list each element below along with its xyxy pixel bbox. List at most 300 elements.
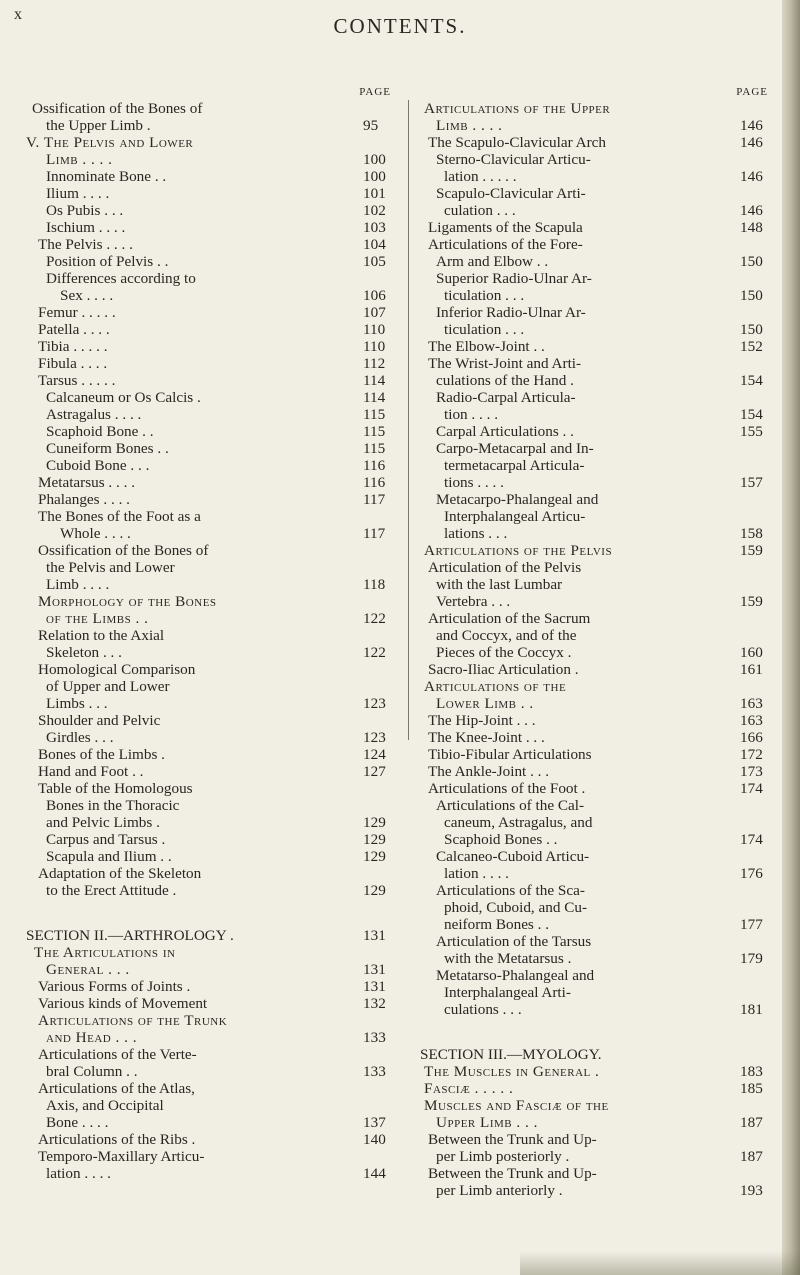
toc-entry-title: Articulations of the Upper	[424, 100, 611, 117]
toc-entry-title: Radio-Carpal Articula-	[436, 389, 576, 406]
toc-entry	[420, 882, 776, 899]
toc-entry	[26, 1114, 399, 1131]
page-number-mark: x	[14, 6, 22, 23]
toc-entry-page: 187	[740, 1114, 763, 1131]
page-column-label: PAGE	[359, 86, 391, 98]
toc-entry-page: 116	[363, 474, 386, 491]
toc-entry	[420, 491, 776, 508]
toc-entry-page: 115	[363, 440, 386, 457]
toc-entry-title: Sterno-Clavicular Articu-	[436, 151, 591, 168]
toc-entry-title: Inferior Radio-Ulnar Ar-	[436, 304, 586, 321]
toc-entry	[26, 661, 399, 678]
toc-entry-page: 185	[740, 1080, 763, 1097]
toc-entry	[420, 1131, 776, 1148]
toc-entry-title: Hand and Foot . .	[38, 763, 144, 780]
toc-entry-title: Fibula . . . .	[38, 355, 108, 372]
toc-entry	[26, 1012, 399, 1029]
toc-entry	[420, 661, 776, 678]
toc-entry-title: Limbs . . .	[46, 695, 108, 712]
toc-entry	[26, 763, 399, 780]
toc-entry-page: 115	[363, 406, 386, 423]
toc-entry-title: The Wrist-Joint and Arti-	[428, 355, 582, 372]
toc-entry	[26, 1080, 399, 1097]
toc-entry-title: Tarsus . . . . .	[38, 372, 116, 389]
toc-entry-title: Morphology of the Bones	[38, 593, 217, 610]
toc-entry-title: The Articulations in	[34, 944, 176, 961]
toc-entry	[420, 780, 776, 797]
toc-entry-page: 137	[363, 1114, 386, 1131]
toc-entry	[420, 304, 776, 321]
toc-entry	[420, 151, 776, 168]
toc-entry-title: Tibio-Fibular Articulations	[428, 746, 592, 763]
toc-entry-title: Skeleton . . .	[46, 644, 122, 661]
toc-entry	[26, 525, 399, 542]
toc-entry-page: 124	[363, 746, 386, 763]
toc-entry-page: 146	[740, 202, 763, 219]
toc-entry	[420, 423, 776, 440]
toc-entry-page: 117	[363, 491, 386, 508]
toc-entry	[420, 984, 776, 1001]
toc-entry-title: Whole . . . .	[60, 525, 131, 542]
toc-entry-title: Ossification of the Bones of	[38, 542, 209, 559]
toc-entry	[26, 712, 399, 729]
toc-entry-title: Limb . . . .	[46, 576, 110, 593]
toc-entry-page: 123	[363, 695, 386, 712]
toc-entry-title: the Upper Limb .	[46, 117, 151, 134]
toc-entry	[26, 253, 399, 270]
toc-entry-title: Metatarsus . . . .	[38, 474, 136, 491]
toc-entry-page: 95	[363, 117, 379, 134]
toc-entry	[420, 1097, 776, 1114]
toc-entry-title: Girdles . . .	[46, 729, 114, 746]
toc-entry-page: 129	[363, 814, 386, 831]
toc-entry-page: 122	[363, 610, 386, 627]
page-edge	[782, 0, 800, 1275]
right-entries	[420, 100, 776, 1199]
toc-entry	[420, 270, 776, 287]
toc-entry-page: 155	[740, 423, 763, 440]
toc-entry-title: Calcaneo-Cuboid Articu-	[436, 848, 590, 865]
toc-entry-title: The Pelvis . . . .	[38, 236, 133, 253]
toc-entry-title: Articulations of the Trunk	[38, 1012, 228, 1029]
toc-entry-title: Articulations of the Sca-	[436, 882, 585, 899]
toc-entry	[420, 474, 776, 491]
toc-entry	[420, 440, 776, 457]
toc-entry-title: culations of the Hand .	[436, 372, 574, 389]
toc-entry	[26, 508, 399, 525]
toc-entry-page: 105	[363, 253, 386, 270]
toc-entry	[420, 406, 776, 423]
toc-entry-title: The Ankle-Joint . . .	[428, 763, 550, 780]
toc-entry	[26, 1097, 399, 1114]
toc-entry-title: and Pelvic Limbs .	[46, 814, 160, 831]
toc-entry-page: 158	[740, 525, 763, 542]
toc-entry-page: 179	[740, 950, 763, 967]
toc-entry-page: 129	[363, 831, 386, 848]
toc-entry-title: Sacro-Iliac Articulation .	[428, 661, 579, 678]
toc-entry-title: Limb . . . .	[46, 151, 113, 168]
right-column	[420, 86, 776, 1199]
toc-entry-title: ticulation . . .	[444, 321, 525, 338]
toc-entry-title: Articulations of the Foot .	[428, 780, 586, 797]
toc-entry	[26, 100, 399, 117]
toc-entry	[26, 944, 399, 961]
toc-entry-page: 157	[740, 474, 763, 491]
toc-entry	[26, 927, 399, 944]
toc-entry	[26, 865, 399, 882]
toc-entry-page: 152	[740, 338, 763, 355]
toc-entry	[26, 1165, 399, 1182]
toc-entry-title: termetacarpal Articula-	[444, 457, 585, 474]
toc-entry	[26, 644, 399, 661]
toc-entry-page: 166	[740, 729, 763, 746]
toc-entry-page: 127	[363, 763, 386, 780]
toc-entry-title: Scaphoid Bones . .	[444, 831, 558, 848]
toc-entry	[26, 338, 399, 355]
page-shadow	[520, 1251, 800, 1275]
toc-entry	[420, 1182, 776, 1199]
toc-entry	[26, 961, 399, 978]
toc-entry	[420, 389, 776, 406]
toc-entry-title: The Scapulo-Clavicular Arch	[428, 134, 606, 151]
toc-entry-title: caneum, Astragalus, and	[444, 814, 593, 831]
toc-entry-page: 177	[740, 916, 763, 933]
toc-entry-title: Ligaments of the Scapula	[428, 219, 583, 236]
toc-entry-page: 101	[363, 185, 386, 202]
toc-entry	[26, 406, 399, 423]
toc-entry	[420, 1165, 776, 1182]
toc-entry-title: Limb . . . .	[436, 117, 503, 134]
toc-entry-page: 115	[363, 423, 386, 440]
toc-entry-page: 154	[740, 406, 763, 423]
toc-entry	[420, 100, 776, 117]
toc-entry-page: 129	[363, 848, 386, 865]
toc-entry-title: The Elbow-Joint . .	[428, 338, 545, 355]
toc-entry	[26, 202, 399, 219]
toc-entry-title: neiform Bones . .	[444, 916, 550, 933]
toc-entry-page: 159	[740, 542, 763, 559]
toc-entry-title: tions . . . .	[444, 474, 504, 491]
toc-entry	[420, 185, 776, 202]
toc-entry	[26, 729, 399, 746]
toc-entry-title: Articulation of the Sacrum	[428, 610, 591, 627]
toc-entry	[420, 1114, 776, 1131]
toc-entry-title: Cuboid Bone . . .	[46, 457, 150, 474]
left-column	[26, 86, 399, 1182]
toc-entry-title: phoid, Cuboid, and Cu-	[444, 899, 588, 916]
toc-entry	[420, 848, 776, 865]
toc-entry	[26, 780, 399, 797]
toc-entry	[420, 950, 776, 967]
toc-entry-title: Bones of the Limbs .	[38, 746, 165, 763]
toc-entry	[26, 542, 399, 559]
toc-entry-title: Calcaneum or Os Calcis .	[46, 389, 201, 406]
toc-entry-page: 161	[740, 661, 763, 678]
toc-entry-page: 146	[740, 134, 763, 151]
toc-entry	[26, 1063, 399, 1080]
toc-entry-title: SECTION II.—ARTHROLOGY .	[26, 927, 234, 944]
toc-entry	[26, 610, 399, 627]
toc-entry	[420, 236, 776, 253]
toc-entry-page: 103	[363, 219, 386, 236]
toc-entry	[26, 695, 399, 712]
toc-entry-title: Bone . . . .	[46, 1114, 109, 1131]
toc-entry	[420, 117, 776, 134]
toc-entry-title: lations . . .	[444, 525, 508, 542]
toc-entry-title: tion . . . .	[444, 406, 499, 423]
toc-entry-title: Lower Limb . .	[436, 695, 534, 712]
toc-entry-page: 159	[740, 593, 763, 610]
toc-entry	[420, 321, 776, 338]
toc-entry-title: Tibia . . . . .	[38, 338, 108, 355]
toc-entry-title: Ossification of the Bones of	[32, 100, 203, 117]
toc-entry	[420, 576, 776, 593]
toc-entry-title: and Coccyx, and of the	[436, 627, 577, 644]
toc-entry	[26, 1148, 399, 1165]
toc-entry-page: 132	[363, 995, 386, 1012]
toc-entry-page: 117	[363, 525, 386, 542]
toc-entry-title: Interphalangeal Arti-	[444, 984, 571, 1001]
toc-entry	[26, 746, 399, 763]
toc-entry-title: Femur . . . . .	[38, 304, 116, 321]
toc-entry-title: The Muscles in General .	[424, 1063, 600, 1080]
toc-entry-page: 146	[740, 117, 763, 134]
toc-entry-title: Ischium . . . .	[46, 219, 126, 236]
toc-entry-page: 110	[363, 321, 386, 338]
toc-entry-title: lation . . . .	[46, 1165, 111, 1182]
toc-entry	[420, 967, 776, 984]
toc-entry-title: Astragalus . . . .	[46, 406, 142, 423]
toc-entry	[26, 797, 399, 814]
toc-entry-title: Articulation of the Tarsus	[436, 933, 592, 950]
toc-entry	[26, 627, 399, 644]
toc-entry-title: Sex . . . .	[60, 287, 114, 304]
toc-entry-title: Articulations of the Verte-	[38, 1046, 197, 1063]
toc-entry-title: Arm and Elbow . .	[436, 253, 549, 270]
toc-entry-title: The Knee-Joint . . .	[428, 729, 545, 746]
toc-entry	[420, 168, 776, 185]
toc-entry	[26, 576, 399, 593]
toc-entry	[420, 134, 776, 151]
toc-entry-page: 118	[363, 576, 386, 593]
toc-entry-title: Between the Trunk and Up-	[428, 1165, 597, 1182]
toc-entry-title: with the Metatarsus .	[444, 950, 572, 967]
toc-entry	[26, 219, 399, 236]
toc-entry	[26, 814, 399, 831]
toc-entry-title: Phalanges . . . .	[38, 491, 130, 508]
toc-entry	[26, 559, 399, 576]
toc-entry	[420, 338, 776, 355]
toc-entry-page: 131	[363, 927, 386, 944]
toc-entry	[420, 916, 776, 933]
toc-entry	[420, 678, 776, 695]
toc-entry	[420, 695, 776, 712]
toc-entry-title: lation . . . . .	[444, 168, 517, 185]
toc-entry-title: lation . . . .	[444, 865, 509, 882]
toc-entry-page: 133	[363, 1063, 386, 1080]
toc-entry	[26, 678, 399, 695]
toc-entry-page: 176	[740, 865, 763, 882]
toc-entry-title: culations . . .	[444, 1001, 522, 1018]
toc-entry-page: 154	[740, 372, 763, 389]
section-gap	[420, 1018, 776, 1046]
toc-entry-page: 114	[363, 372, 386, 389]
toc-entry	[26, 355, 399, 372]
toc-entry	[420, 610, 776, 627]
toc-entry	[420, 355, 776, 372]
toc-entry-title: Articulations of the Pelvis	[424, 542, 613, 559]
toc-entry-title: General . . .	[46, 961, 130, 978]
toc-entry-title: per Limb anteriorly .	[436, 1182, 563, 1199]
toc-entry-page: 173	[740, 763, 763, 780]
toc-entry-page: 123	[363, 729, 386, 746]
toc-entry	[26, 457, 399, 474]
toc-entry-title: Articulation of the Pelvis	[428, 559, 582, 576]
toc-entry	[420, 899, 776, 916]
toc-entry	[420, 593, 776, 610]
toc-entry	[26, 304, 399, 321]
toc-entry-title: Fasciæ . . . . .	[424, 1080, 514, 1097]
toc-entry	[420, 712, 776, 729]
toc-entry	[420, 1148, 776, 1165]
toc-entry-title: of Upper and Lower	[46, 678, 170, 695]
toc-entry-title: Relation to the Axial	[38, 627, 165, 644]
toc-entry	[26, 848, 399, 865]
toc-entry-title: Axis, and Occipital	[46, 1097, 164, 1114]
toc-entry-title: Homological Comparison	[38, 661, 196, 678]
running-head: CONTENTS.	[333, 14, 467, 38]
toc-entry-title: Table of the Homologous	[38, 780, 193, 797]
toc-entry	[26, 1029, 399, 1046]
toc-entry-page: 172	[740, 746, 763, 763]
toc-entry	[420, 542, 776, 559]
toc-entry-page: 116	[363, 457, 386, 474]
toc-entry-page: 160	[740, 644, 763, 661]
toc-entry-title: per Limb posteriorly .	[436, 1148, 570, 1165]
toc-entry	[420, 219, 776, 236]
toc-entry	[420, 1046, 776, 1063]
toc-entry-title: SECTION III.—MYOLOGY.	[420, 1046, 602, 1063]
toc-entry-title: Metacarpo-Phalangeal and	[436, 491, 599, 508]
toc-entry-page: 146	[740, 168, 763, 185]
toc-entry	[26, 831, 399, 848]
toc-entry-title: Carpo-Metacarpal and In-	[436, 440, 594, 457]
toc-entry-page: 102	[363, 202, 386, 219]
toc-entry-title: Os Pubis . . .	[46, 202, 124, 219]
toc-entry	[420, 814, 776, 831]
toc-entry	[420, 831, 776, 848]
toc-entry-page: 107	[363, 304, 386, 321]
column-divider	[408, 100, 409, 740]
toc-entry-title: the Pelvis and Lower	[46, 559, 175, 576]
toc-entry-title: Between the Trunk and Up-	[428, 1131, 597, 1148]
toc-entry	[26, 995, 399, 1012]
toc-entry	[420, 559, 776, 576]
toc-entry-title: Muscles and Fasciæ of the	[424, 1097, 609, 1114]
toc-entry-title: bral Column . .	[46, 1063, 138, 1080]
toc-entry	[420, 933, 776, 950]
toc-entry	[420, 1001, 776, 1018]
toc-entry	[420, 865, 776, 882]
toc-entry-title: Innominate Bone . .	[46, 168, 167, 185]
toc-entry	[420, 202, 776, 219]
toc-entry-page: 122	[363, 644, 386, 661]
toc-entry	[26, 168, 399, 185]
toc-entry	[420, 525, 776, 542]
toc-entry-page: 131	[363, 978, 386, 995]
toc-entry-title: Articulations of the Ribs .	[38, 1131, 196, 1148]
toc-entry-title: with the last Lumbar	[436, 576, 563, 593]
toc-entry	[26, 474, 399, 491]
toc-entry	[26, 287, 399, 304]
left-entries	[26, 100, 399, 1182]
toc-entry-title: culation . . .	[444, 202, 516, 219]
toc-entry	[26, 1131, 399, 1148]
toc-entry-title: Upper Limb . . .	[436, 1114, 538, 1131]
toc-entry	[420, 508, 776, 525]
toc-entry	[420, 1063, 776, 1080]
toc-entry-page: 174	[740, 831, 763, 848]
toc-entry-page: 131	[363, 961, 386, 978]
toc-entry-page: 133	[363, 1029, 386, 1046]
toc-entry-page: 148	[740, 219, 763, 236]
toc-entry	[26, 423, 399, 440]
toc-entry	[26, 389, 399, 406]
toc-entry-page: 193	[740, 1182, 763, 1199]
toc-entry	[420, 627, 776, 644]
toc-entry	[26, 236, 399, 253]
toc-entry-title: Superior Radio-Ulnar Ar-	[436, 270, 592, 287]
toc-entry-title: Ilium . . . .	[46, 185, 110, 202]
toc-entry-page: 104	[363, 236, 386, 253]
toc-entry	[420, 644, 776, 661]
toc-entry	[26, 593, 399, 610]
toc-entry	[26, 151, 399, 168]
toc-entry	[26, 134, 399, 151]
toc-entry	[420, 763, 776, 780]
toc-entry	[26, 321, 399, 338]
toc-entry	[26, 372, 399, 389]
toc-entry-title: Scaphoid Bone . .	[46, 423, 154, 440]
page-column-label: PAGE	[736, 86, 768, 98]
toc-entry-page: 187	[740, 1148, 763, 1165]
toc-entry-title: of the Limbs . .	[46, 610, 149, 627]
toc-entry-page: 163	[740, 712, 763, 729]
toc-entry-title: Scapula and Ilium . .	[46, 848, 172, 865]
toc-entry-title: Metatarso-Phalangeal and	[436, 967, 595, 984]
toc-entry	[26, 270, 399, 287]
toc-entry-title: Carpus and Tarsus .	[46, 831, 166, 848]
toc-entry-title: Articulations of the	[424, 678, 567, 695]
toc-entry-page: 100	[363, 168, 386, 185]
toc-entry-page: 163	[740, 695, 763, 712]
toc-entry-page: 112	[363, 355, 386, 372]
toc-entry-title: Vertebra . . .	[436, 593, 511, 610]
toc-entry-title: Carpal Articulations . .	[436, 423, 574, 440]
toc-entry	[420, 253, 776, 270]
toc-entry	[26, 117, 399, 134]
toc-entry-title: to the Erect Attitude .	[46, 882, 177, 899]
toc-entry-title: The Hip-Joint . . .	[428, 712, 536, 729]
toc-entry-page: 129	[363, 882, 386, 899]
toc-entry	[26, 1046, 399, 1063]
toc-entry-page: 150	[740, 253, 763, 270]
toc-entry-title: Position of Pelvis . .	[46, 253, 169, 270]
toc-entry-title: Pieces of the Coccyx .	[436, 644, 572, 661]
toc-entry-page: 100	[363, 151, 386, 168]
toc-entry-title: Cuneiform Bones . .	[46, 440, 169, 457]
toc-entry-title: Various Forms of Joints .	[38, 978, 191, 995]
